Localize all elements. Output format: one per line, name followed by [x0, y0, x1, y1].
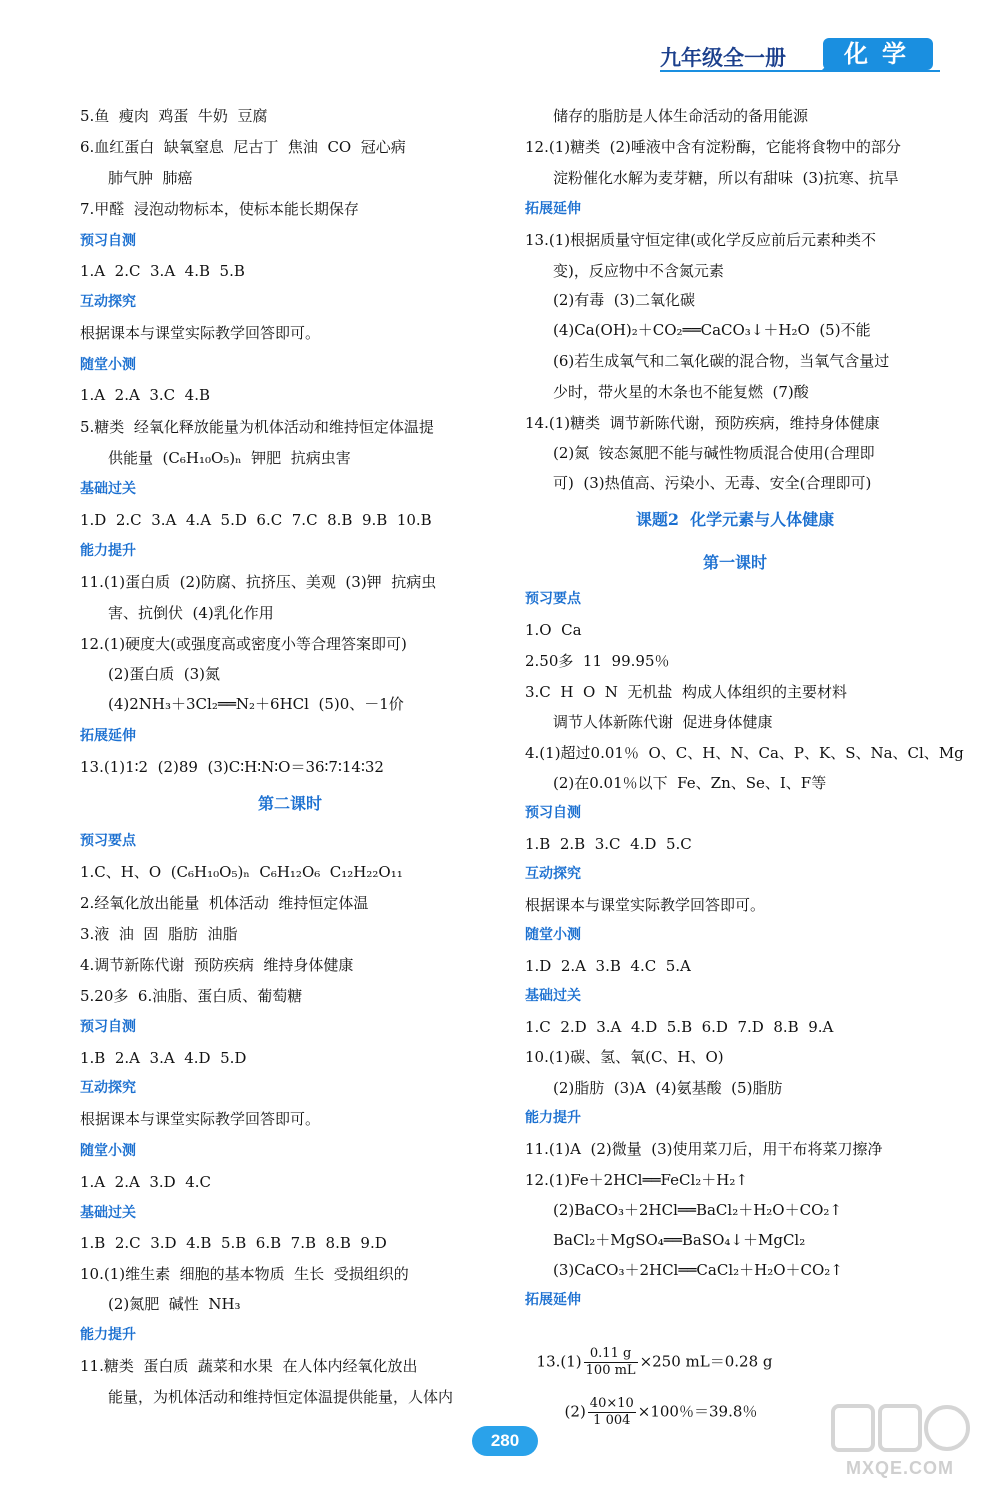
section-heading: 互动探究	[80, 1080, 136, 1096]
section-heading: 基础过关	[80, 1205, 136, 1221]
answer-line: 1.B 2.C 3.D 4.B 5.B 6.B 7.B 8.B 9.D	[80, 1234, 387, 1252]
watermark-logo	[825, 1400, 975, 1490]
fraction-1	[584, 1346, 638, 1379]
grade-label: 九年级全一册	[660, 45, 786, 70]
subject-tab: 化学	[823, 38, 933, 70]
answer-line: BaCl₂＋MgSO₄══BaSO₄↓＋MgCl₂	[553, 1231, 806, 1249]
answer-line: (2)蛋白质 (3)氮	[108, 665, 221, 683]
answer-line: 害、抗倒伏 (4)乳化作用	[108, 604, 274, 622]
section-heading: 预习自测	[80, 233, 136, 249]
answer-line: 5.20多 6.油脂、蛋白质、葡萄糖	[80, 987, 303, 1005]
answer-line: 储存的脂肪是人体生命活动的备用能源	[553, 107, 809, 125]
formula-line-2	[555, 1376, 757, 1429]
answer-line: 14.(1)糖类 调节新陈代谢，预防疾病，维持身体健康	[525, 414, 880, 432]
answer-line: (4)Ca(OH)₂＋CO₂══CaCO₃↓＋H₂O (5)不能	[553, 321, 871, 339]
fraction-2-numerator: 40×10	[589, 1396, 634, 1411]
answer-line: 1.C 2.D 3.A 4.D 5.B 6.D 7.D 8.B 9.A	[525, 1018, 834, 1036]
answer-line: (6)若生成氧气和二氧化碳的混合物，当氧气含量过	[553, 352, 890, 370]
answer-line: 2.经氧化放出能量 机体活动 维持恒定体温	[80, 894, 369, 912]
answer-line: 4.调节新陈代谢 预防疾病 维持身体健康	[80, 956, 354, 974]
answer-line: 少时，带火星的木条也不能复燃 (7)酸	[553, 383, 809, 401]
formula-line-1	[527, 1326, 772, 1379]
answer-line: 1.O Ca	[525, 621, 582, 639]
answer-line: 13.(1)根据质量守恒定律(或化学反应前后元素种类不	[525, 231, 876, 249]
answer-line: 可) (3)热值高、污染小、无毒、安全(合理即可)	[553, 474, 872, 492]
answer-line: 根据课本与课堂实际教学回答即可。	[525, 896, 766, 914]
section-heading: 互动探究	[525, 866, 581, 882]
answer-line: 调节人体新陈代谢 促进身体健康	[553, 713, 773, 731]
section-heading: 互动探究	[80, 294, 136, 310]
answer-line: 3.C H O N 无机盐 构成人体组织的主要材料	[525, 683, 847, 701]
answer-line: 1.D 2.A 3.B 4.C 5.A	[525, 957, 691, 975]
header-rule	[660, 70, 940, 72]
answer-line: 根据课本与课堂实际教学回答即可。	[80, 1110, 321, 1128]
section-heading: 预习要点	[525, 591, 581, 607]
answer-line: 5.鱼 瘦肉 鸡蛋 牛奶 豆腐	[80, 107, 268, 125]
page-header	[640, 36, 940, 76]
answer-line: 变)，反应物中不含氮元素	[553, 262, 724, 280]
answer-line: 11.(1)蛋白质 (2)防腐、抗挤压、美观 (3)钾 抗病虫	[80, 573, 437, 591]
lesson-subtitle: 第一课时	[702, 553, 767, 572]
answer-line: (2)有毒 (3)二氧化碳	[553, 291, 696, 309]
answer-line: (4)2NH₃＋3Cl₂══N₂＋6HCl (5)0、－1价	[108, 695, 404, 713]
answer-line: 11.糖类 蛋白质 蔬菜和水果 在人体内经氧化放出	[80, 1357, 418, 1375]
answer-line: 3.液 油 固 脂肪 油脂	[80, 925, 238, 943]
page-number: 280	[472, 1426, 538, 1456]
formula-1-prefix: 13.(1)	[536, 1352, 582, 1371]
section-heading: 能力提升	[80, 1327, 136, 1343]
formula-1-suffix: ×250 mL＝0.28 g	[639, 1352, 773, 1371]
answer-line: 1.A 2.A 3.D 4.C	[80, 1173, 212, 1191]
watermark-text: MXQE.COM	[845, 1458, 954, 1478]
section-heading: 随堂小测	[80, 1143, 136, 1159]
answer-line: 2.50多 11 99.95％	[525, 652, 670, 670]
fraction-1-denominator: 100 mL	[585, 1363, 636, 1378]
section-heading: 拓展延伸	[80, 728, 136, 744]
answer-line: 4.(1)超过0.01％ O、C、H、N、Ca、P、K、S、Na、Cl、Mg	[525, 744, 964, 762]
answer-line: 能量，为机体活动和维持恒定体温提供能量，人体内	[108, 1388, 454, 1406]
answer-line: (2)氮 铵态氮肥不能与碱性物质混合使用(合理即	[553, 444, 875, 462]
lesson-subtitle: 课题2 化学元素与人体健康	[635, 510, 835, 529]
answer-line: 供能量 (C₆H₁₀O₅)ₙ 钾肥 抗病虫害	[108, 449, 351, 467]
answer-line: 1.D 2.C 3.A 4.A 5.D 6.C 7.C 8.B 9.B 10.B	[80, 511, 432, 529]
answer-line: (2)脂肪 (3)A (4)氨基酸 (5)脂肪	[553, 1079, 783, 1097]
answer-line: 13.(1)1∶2 (2)89 (3)C∶H∶N∶O＝36∶7∶14∶32	[80, 758, 384, 776]
section-heading: 拓展延伸	[525, 201, 581, 217]
answer-line: 1.B 2.B 3.C 4.D 5.C	[525, 835, 692, 853]
answer-line: 10.(1)维生素 细胞的基本物质 生长 受损组织的	[80, 1265, 409, 1283]
answer-line: (3)CaCO₃＋2HCl══CaCl₂＋H₂O＋CO₂↑	[553, 1261, 843, 1279]
answer-line: (2)氮肥 碱性 NH₃	[108, 1295, 241, 1313]
answer-line: 淀粉催化水解为麦芽糖，所以有甜味 (3)抗寒、抗旱	[553, 169, 899, 187]
answer-line: 12.(1)糖类 (2)唾液中含有淀粉酶，它能将食物中的部分	[525, 138, 901, 156]
answer-line: 12.(1)硬度大(或强度高或密度小等合理答案即可)	[80, 635, 407, 653]
formula-2-prefix: (2)	[564, 1402, 586, 1421]
section-heading: 拓展延伸	[525, 1292, 581, 1308]
section-heading: 基础过关	[525, 988, 581, 1004]
answer-line: 12.(1)Fe＋2HCl══FeCl₂＋H₂↑	[525, 1171, 748, 1189]
section-heading: 随堂小测	[80, 357, 136, 373]
section-heading: 预习要点	[80, 833, 136, 849]
section-heading: 基础过关	[80, 481, 136, 497]
watermark-icon	[825, 1400, 975, 1460]
answer-line: 7.甲醛 浸泡动物标本，使标本能长期保存	[80, 200, 359, 218]
answer-line: 11.(1)A (2)微量 (3)使用菜刀后，用干布将菜刀擦净	[525, 1140, 883, 1158]
answer-line: 1.A 2.A 3.C 4.B	[80, 386, 211, 404]
answer-line: (2)BaCO₃＋2HCl══BaCl₂＋H₂O＋CO₂↑	[553, 1201, 842, 1219]
header-notch	[820, 64, 836, 72]
answer-line: 1.B 2.A 3.A 4.D 5.D	[80, 1049, 247, 1067]
answer-line: (2)在0.01％以下 Fe、Zn、Se、I、F等	[553, 774, 827, 792]
lesson-subtitle: 第二课时	[257, 794, 322, 813]
answer-line: 1.C、H、O (C₆H₁₀O₅)ₙ C₆H₁₂O₆ C₁₂H₂₂O₁₁	[80, 863, 403, 881]
answer-line: 10.(1)碳、氢、氧(C、H、O)	[525, 1048, 724, 1066]
section-heading: 预习自测	[525, 805, 581, 821]
answer-line: 根据课本与课堂实际教学回答即可。	[80, 324, 321, 342]
fraction-2-denominator: 1 004	[593, 1413, 631, 1428]
formula-2-suffix: ×100％＝39.8％	[637, 1402, 758, 1421]
answer-line: 5.糖类 经氧化释放能量为机体活动和维持恒定体温提	[80, 418, 434, 436]
section-heading: 能力提升	[80, 543, 136, 559]
fraction-2	[588, 1396, 636, 1429]
section-heading: 随堂小测	[525, 927, 581, 943]
answer-line: 1.A 2.C 3.A 4.B 5.B	[80, 262, 245, 280]
fraction-1-numerator: 0.11 g	[584, 1346, 638, 1363]
section-heading: 能力提升	[525, 1110, 581, 1126]
answer-line: 肺气肿 肺癌	[108, 169, 193, 187]
section-heading: 预习自测	[80, 1019, 136, 1035]
answer-line: 6.血红蛋白 缺氧窒息 尼古丁 焦油 CO 冠心病	[80, 138, 406, 156]
